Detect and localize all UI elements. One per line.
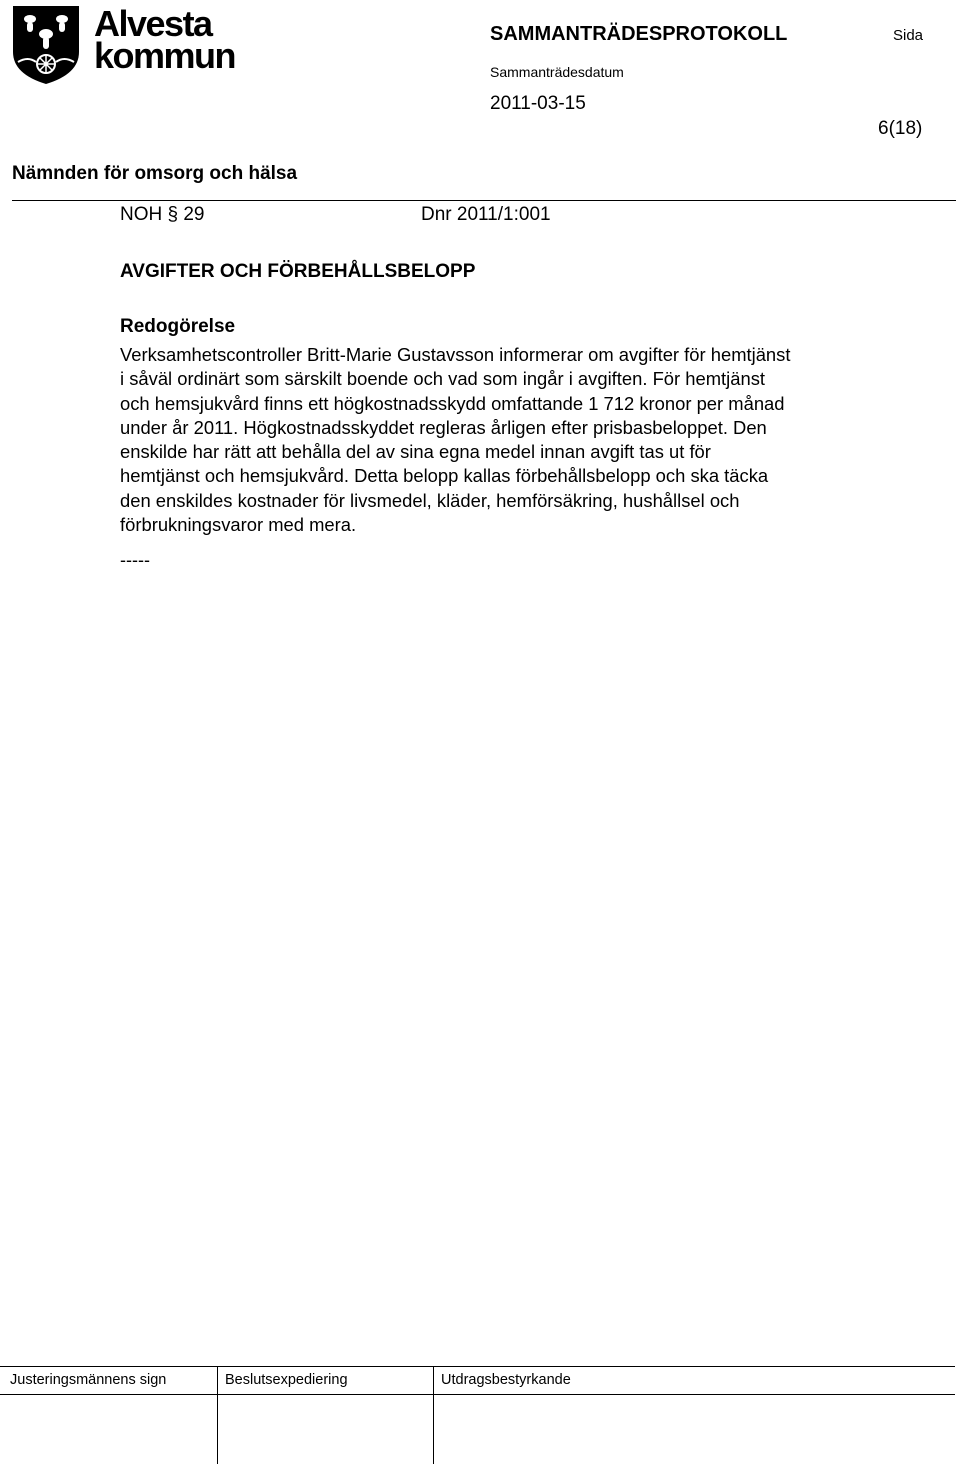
section-heading: Redogörelse bbox=[120, 316, 236, 337]
meeting-date-value: 2011-03-15 bbox=[490, 93, 586, 114]
body-line: enskilde har rätt att behålla del av sina egna medel innan avgift tas ut för bbox=[120, 441, 711, 463]
footer-top-divider bbox=[0, 1366, 955, 1367]
coat-of-arms-icon bbox=[10, 4, 82, 86]
body-line: och hemsjukvård finns ett högkostnadsskydd omfattande 1 712 kronor per månad bbox=[120, 392, 785, 414]
page-number: 6(18) bbox=[878, 118, 923, 139]
body-line: förbrukningsvaror med mera. bbox=[120, 514, 357, 536]
document-title: SAMMANTRÄDESPROTOKOLL bbox=[490, 23, 788, 45]
section-end-marker: ----- bbox=[120, 550, 150, 570]
meeting-date-label: Sammanträdesdatum bbox=[490, 64, 624, 80]
registration-number: Dnr 2011/1:001 bbox=[421, 204, 551, 225]
footer-label-adjusters-sign: Justeringsmännens sign bbox=[10, 1372, 167, 1388]
header-divider bbox=[12, 200, 956, 201]
committee-name: Nämnden för omsorg och hälsa bbox=[12, 163, 298, 184]
footer-label-decision-dispatch: Beslutsexpediering bbox=[225, 1372, 348, 1388]
case-heading: AVGIFTER OCH FÖRBEHÅLLSBELOPP bbox=[120, 261, 476, 282]
body-line: under år 2011. Högkostnadsskyddet regleras årligen efter prisbasbeloppet. Den bbox=[120, 416, 767, 438]
case-number: NOH § 29 bbox=[120, 204, 205, 225]
footer-header-divider bbox=[0, 1394, 955, 1395]
section-body bbox=[120, 343, 910, 537]
signature-footer bbox=[0, 1366, 960, 1464]
footer-column-divider bbox=[217, 1366, 218, 1464]
logo-wordmark-line-1: Alvesta bbox=[94, 3, 212, 44]
footer-column-divider bbox=[433, 1366, 434, 1464]
body-line: den enskildes kostnader för livsmedel, kläder, hemförsäkring, hushållsel och bbox=[120, 489, 740, 511]
logo-wordmark-line-2: kommun bbox=[94, 35, 236, 76]
body-line: i såväl ordinärt som särskilt boende och vad som ingår i avgiften. För hemtjänst bbox=[120, 368, 765, 390]
body-line: Verksamhetscontroller Britt-Marie Gustavsson informerar om avgifter för hemtjänst bbox=[120, 344, 791, 365]
footer-label-extract-certification: Utdragsbestyrkande bbox=[441, 1372, 571, 1388]
body-line: hemtjänst och hemsjukvård. Detta belopp kallas förbehållsbelopp och ska täcka bbox=[120, 465, 769, 487]
page-label: Sida bbox=[893, 27, 924, 44]
municipality-logo bbox=[10, 4, 242, 86]
